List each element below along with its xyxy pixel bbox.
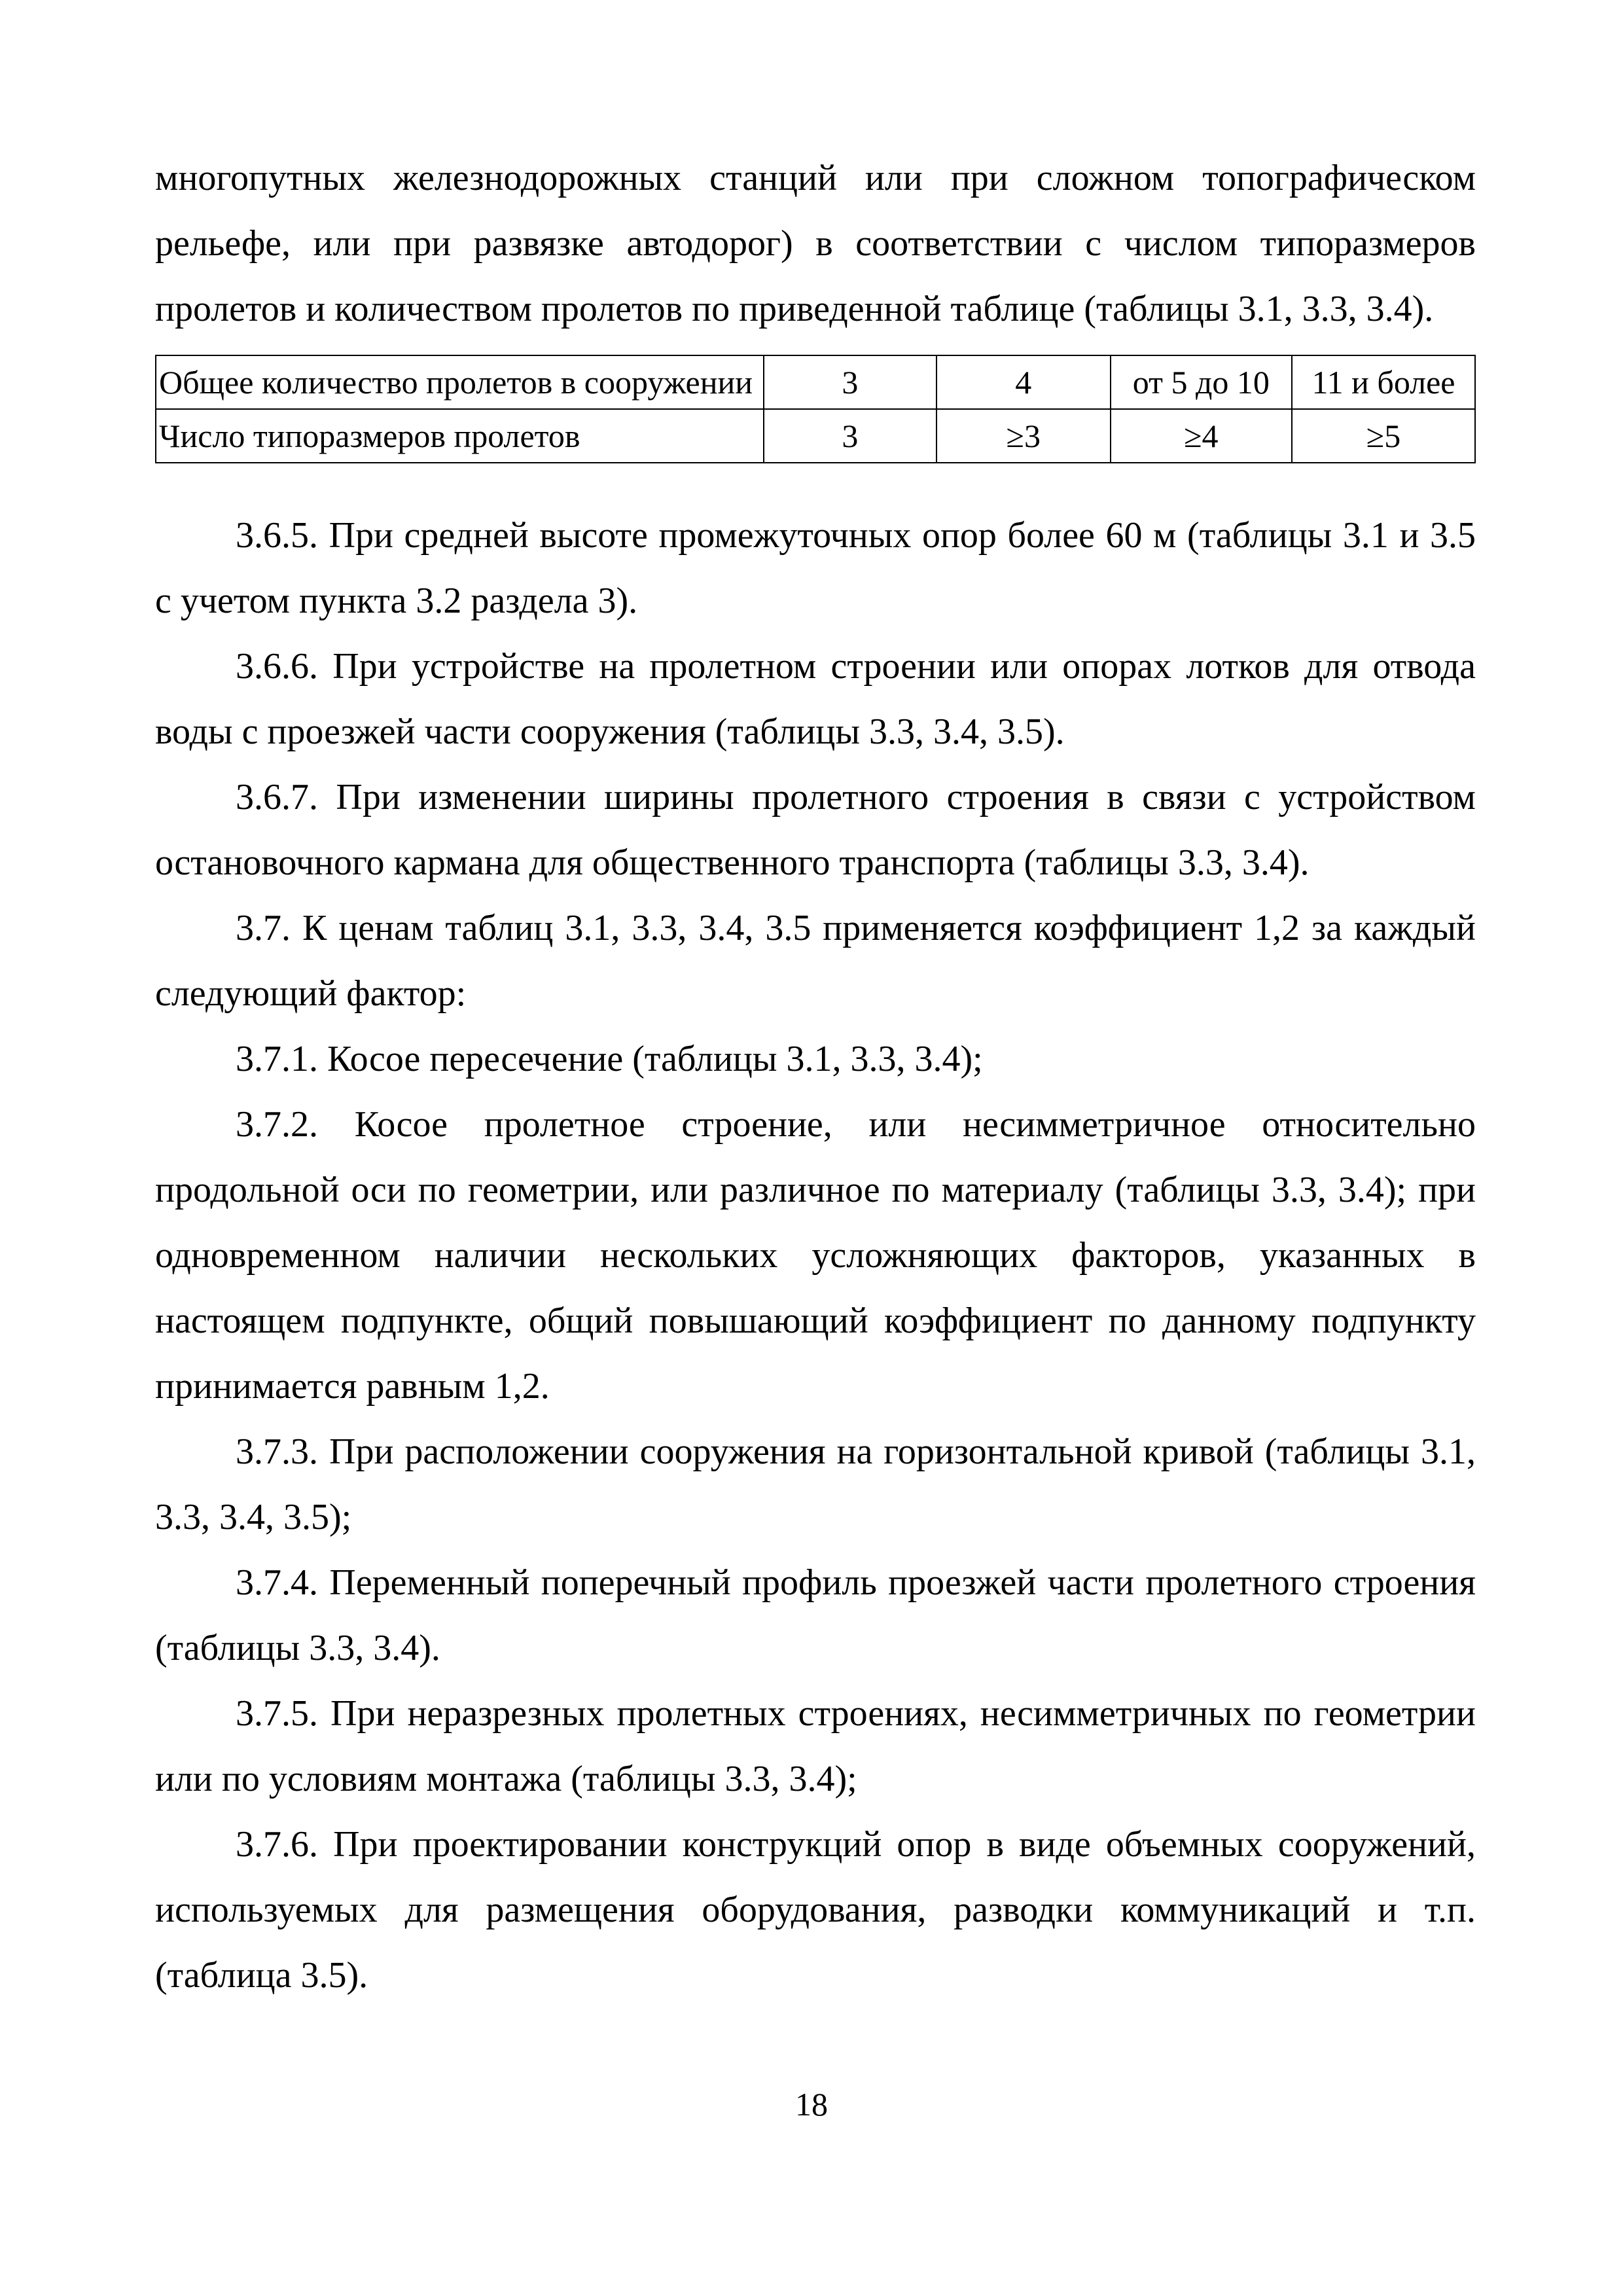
paragraph-3-7-6: 3.7.6. При проектировании конструкций опор в виде объемных сооружений, используемых для размещения оборудования, разводки коммуникаций и т.п. (таблица 3.5).	[155, 1824, 1476, 1996]
paragraph-3-7-3: 3.7.3. При расположении сооружения на горизонтальной кривой (таблицы 3.1, 3.3, 3.4, 3.5);	[155, 1431, 1476, 1537]
table-cell: 3	[764, 409, 936, 463]
page-number: 18	[795, 2086, 828, 2123]
table-cell: ≥4	[1111, 409, 1292, 463]
paragraph-3-6-5: 3.6.5. При средней высоте промежуточных опор более 60 м (таблицы 3.1 и 3.5 с учетом пункта 3.2 раздела 3).	[155, 515, 1476, 621]
paragraph-3-6-7: 3.6.7. При изменении ширины пролетного строения в связи с устройством остановочного кармана для общественного транспорта (таблицы 3.3, 3.4).	[155, 777, 1476, 883]
table-cell: ≥5	[1292, 409, 1475, 463]
paragraph-3-7: 3.7. К ценам таблиц 3.1, 3.3, 3.4, 3.5 применяется коэффициент 1,2 за каждый следующий фактор:	[155, 908, 1476, 1014]
intro-paragraph: многопутных железнодорожных станций или при сложном топографическом рельефе, или при развязке автодорог) в соответствии с числом типоразмеров пролетов и количеством пролетов по приведенной таблице (таблицы 3.1, 3.3, 3.4).	[155, 158, 1476, 329]
document-page	[155, 145, 1476, 2008]
table-cell: от 5 до 10	[1111, 355, 1292, 409]
table-row-label: Общее количество пролетов в сооружении	[156, 355, 764, 409]
table-cell: 4	[936, 355, 1111, 409]
table-cell: 3	[764, 355, 936, 409]
paragraph-3-7-2: 3.7.2. Косое пролетное строение, или несимметричное относительно продольной оси по геометрии, или различное по материалу (таблицы 3.3, 3.4); при одновременном наличии нескольких усложняющих факторов, указанных в настоящем подпункте, общий повышающий коэффициент по данному подпункту принимается равным 1,2.	[155, 1104, 1476, 1407]
table-cell: ≥3	[936, 409, 1111, 463]
paragraph-3-6-6: 3.6.6. При устройстве на пролетном строении или опорах лотков для отвода воды с проезжей части сооружения (таблицы 3.3, 3.4, 3.5).	[155, 646, 1476, 752]
paragraph-3-7-5: 3.7.5. При неразрезных пролетных строениях, несимметричных по геометрии или по условиям монтажа (таблицы 3.3, 3.4);	[155, 1693, 1476, 1799]
table-row	[156, 355, 1475, 409]
paragraph-3-7-4: 3.7.4. Переменный поперечный профиль проезжей части пролетного строения (таблицы 3.3, 3.4).	[155, 1562, 1476, 1668]
table-row-label: Число типоразмеров пролетов	[156, 409, 764, 463]
table-cell: 11 и более	[1292, 355, 1475, 409]
table-row	[156, 409, 1475, 463]
paragraph-3-7-1: 3.7.1. Косое пересечение (таблицы 3.1, 3.3, 3.4);	[236, 1039, 983, 1079]
spans-table	[155, 355, 1476, 463]
